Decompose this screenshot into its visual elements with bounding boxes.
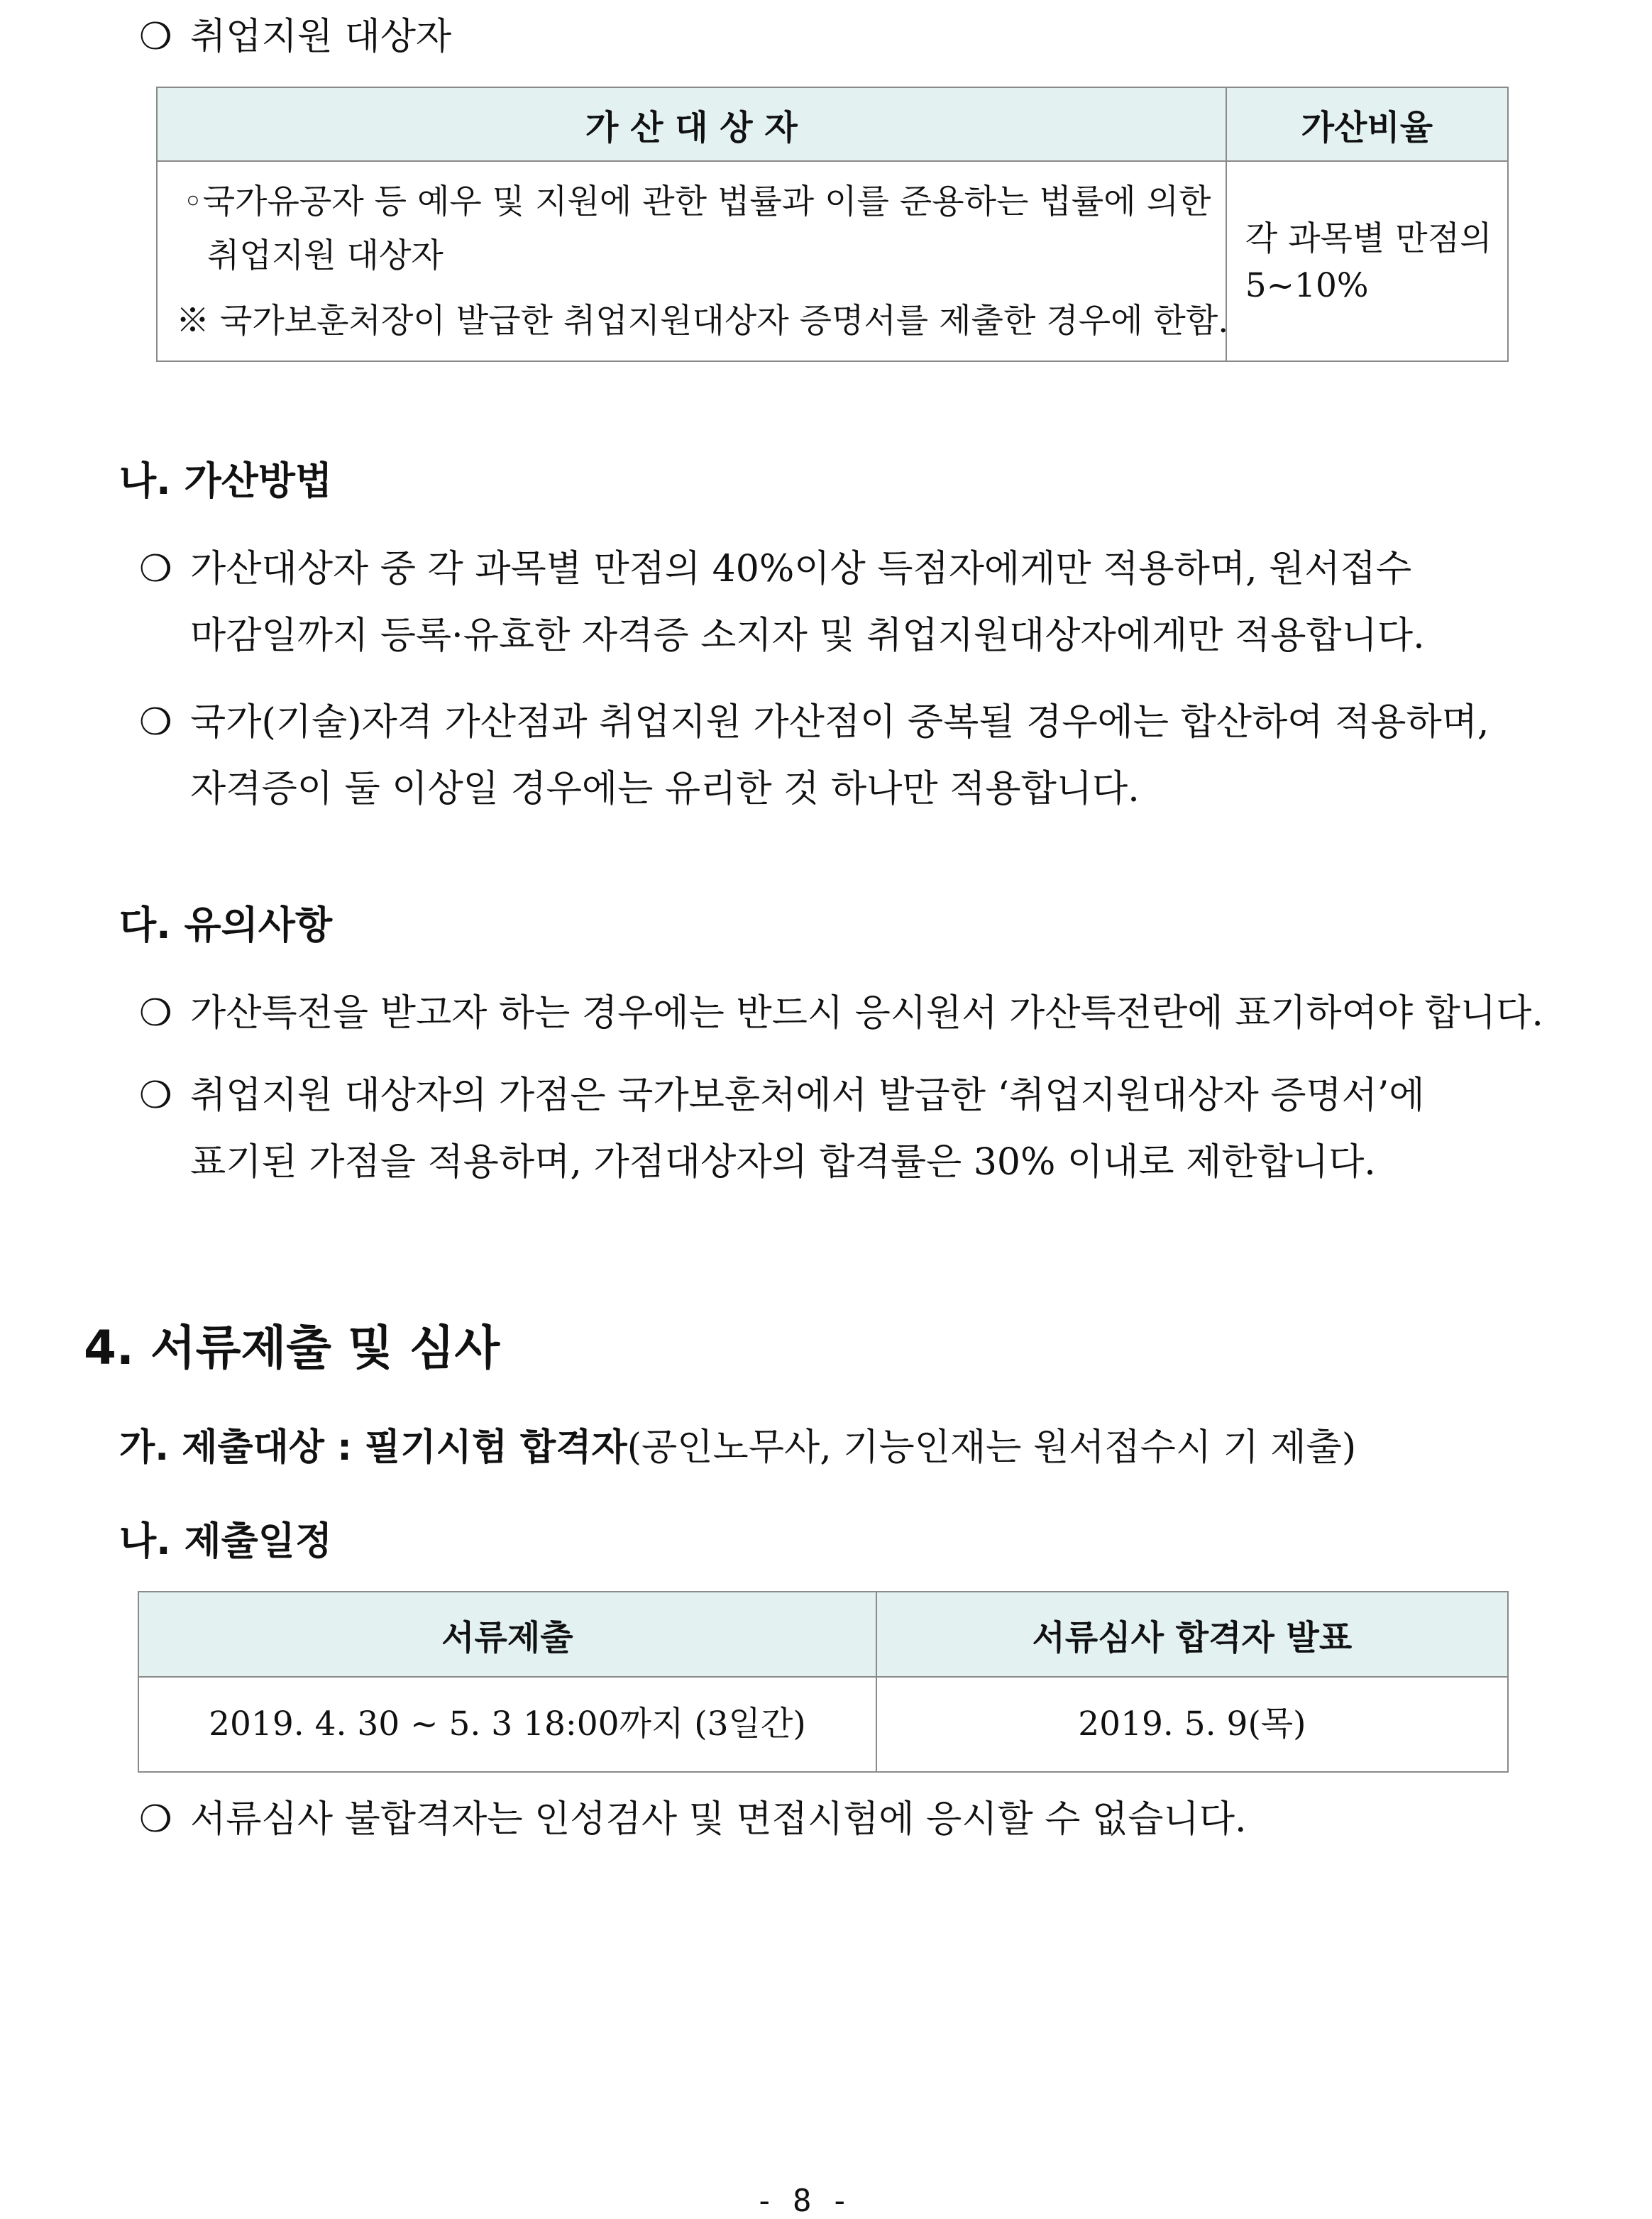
table2-header-submit-label: 서류제출: [441, 1617, 573, 1658]
table1-header-target: [157, 87, 1226, 161]
page-number: - 8 -: [755, 2183, 849, 2219]
table2-header-announce: [876, 1592, 1508, 1677]
table1-row-line1: ◦국가유공자 등 예우 및 지원에 관한 법률과 이를 준용하는 법률에 의한: [183, 182, 1211, 221]
table2-submit-value: 2019. 4. 30 ~ 5. 3 18:00까지 (3일간): [209, 1705, 806, 1744]
table1-ratio-line2: 5~10%: [1245, 266, 1369, 305]
section-title-employment: 취업지원 대상자: [190, 16, 452, 58]
notes-item1: 가산특전을 받고자 하는 경우에는 반드시 응시원서 가산특전란에 표기하여야 합니다.: [190, 992, 1543, 1035]
method-item2-line2: 자격증이 둘 이상일 경우에는 유리한 것 하나만 적용합니다.: [190, 768, 1140, 810]
heading-bonus-method: 나. 가산방법: [119, 458, 333, 503]
circle-bullet-icon: ❍: [139, 16, 172, 58]
bonus-target-table: [156, 87, 1509, 362]
table2-announce-cell: [876, 1677, 1508, 1772]
section4-sub-a: [119, 1426, 1356, 1469]
table1-header-target-label: 가 산 대 상 자: [585, 107, 798, 148]
heading-submission-schedule: 나. 제출일정: [119, 1519, 333, 1563]
circle-bullet-icon: ❍: [139, 548, 172, 590]
circle-bullet-icon: ❍: [139, 1074, 172, 1117]
method-item1-line1: 가산대상자 중 각 과목별 만점의 40%이상 득점자에게만 적용하며, 원서접수: [190, 548, 1412, 590]
method-item1-line2: 마감일까지 등록·유효한 자격증 소지자 및 취업지원대상자에게만 적용합니다.: [190, 615, 1425, 657]
notes-item2-line2: 표기된 가점을 적용하며, 가점대상자의 합격률은 30% 이내로 제한합니다.: [190, 1141, 1376, 1184]
method-item2-line1: 국가(기술)자격 가산점과 취업지원 가산점이 중복될 경우에는 합산하여 적용하며,: [190, 701, 1489, 744]
notes-item2-line1: 취업지원 대상자의 가점은 국가보훈처에서 발급한 ‘취업지원대상자 증명서’에: [190, 1074, 1425, 1117]
heading-section4: 4. 서류제출 및 심사: [84, 1321, 500, 1375]
table2-submit-cell: [138, 1677, 876, 1772]
circle-bullet-icon: ❍: [139, 992, 172, 1035]
submission-schedule-table: [138, 1591, 1509, 1773]
table1-ratio-line1: 각 과목별 만점의: [1245, 219, 1492, 258]
section4-sub-a-bold: 가. 제출대상 : 필기시험 합격자: [119, 1426, 627, 1469]
final-note: 서류심사 불합격자는 인성검사 및 면접시험에 응시할 수 없습니다.: [190, 1798, 1247, 1841]
table1-row-line2: 취업지원 대상자: [207, 236, 444, 275]
table1-target-cell: [157, 161, 1229, 361]
table1-header-ratio: [1226, 87, 1508, 161]
table1-row-note: ※ 국가보훈처장이 발급한 취업지원대상자 증명서를 제출한 경우에 한함.: [176, 302, 1229, 341]
section4-sub-a-normal: (공인노무사, 기능인재는 원서접수시 기 제출): [627, 1426, 1357, 1469]
heading-notes: 다. 유의사항: [119, 903, 333, 947]
table2-header-submit: [138, 1592, 876, 1677]
circle-bullet-icon: ❍: [139, 1798, 172, 1841]
table1-ratio-cell: [1226, 161, 1508, 361]
table2-announce-value: 2019. 5. 9(목): [1078, 1705, 1306, 1744]
circle-bullet-icon: ❍: [139, 701, 172, 744]
table1-header-ratio-label: 가산비율: [1301, 107, 1433, 148]
table2-header-announce-label: 서류심사 합격자 발표: [1032, 1617, 1353, 1658]
